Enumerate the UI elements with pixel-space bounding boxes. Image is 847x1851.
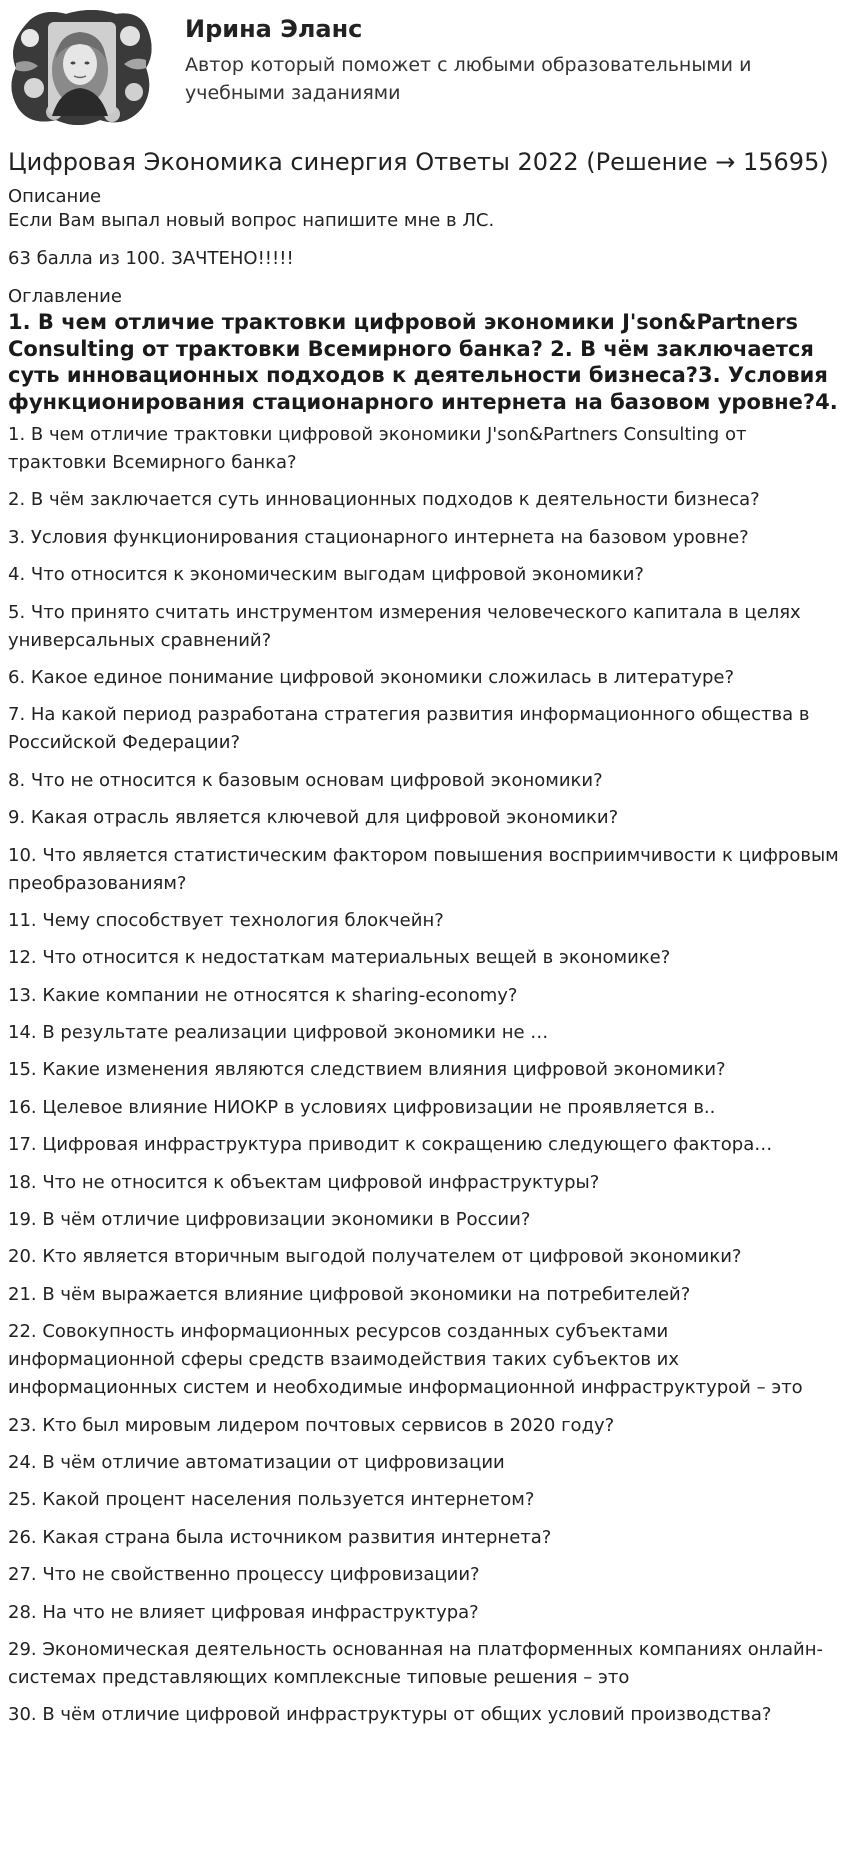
question-item: 26. Какая страна была источником развития интернета? (8, 1526, 552, 1548)
question-item: 8. Что не относится к базовым основам цифровой экономики? (8, 769, 603, 791)
question-item: 23. Кто был мировым лидером почтовых сервисов в 2020 году? (8, 1414, 615, 1436)
question-item: 4. Что относится к экономическим выгодам цифровой экономики? (8, 564, 644, 586)
question-item: 12. Что относится к недостаткам материальных вещей в экономике? (8, 947, 671, 969)
question-item: 15. Какие изменения являются следствием влияния цифровой экономики? (8, 1059, 726, 1081)
question-item: 19. В чём отличие цифровизации экономики в России? (8, 1209, 531, 1231)
question-item: 27. Что не свойственно процессу цифровизации? (8, 1564, 480, 1586)
author-name[interactable]: Ирина Эланс (185, 15, 363, 43)
question-item: 3. Условия функционирования стационарного интернета на базовом уровне? (8, 526, 749, 548)
question-item: 24. В чём отличие автоматизации от цифровизации (8, 1451, 505, 1473)
author-description: Автор который поможет с любыми образовательными и учебными заданиями (185, 54, 752, 104)
question-item: 6. Какое единое понимание цифровой экономики сложилась в литературе? (8, 666, 735, 688)
page-title: Цифровая Экономика синергия Ответы 2022 (Решение → 15695) (8, 148, 829, 176)
question-item: 13. Какие компании не относятся к sharing-economy? (8, 984, 518, 1006)
question-item: 28. На что не влияет цифровая инфраструктура? (8, 1601, 479, 1623)
question-item: 18. Что не относится к объектам цифровой инфраструктуры? (8, 1171, 600, 1193)
question-item: 21. В чём выражается влияние цифровой экономики на потребителей? (8, 1283, 691, 1305)
description-line: Если Вам выпал новый вопрос напишите мне в ЛС. (8, 210, 495, 231)
question-item: 2. В чём заключается суть инновационных подходов к деятельности бизнеса? (8, 489, 760, 511)
question-item: 10. Что является статистическим фактором повышения восприимчивости к цифровым преобразованиям? (8, 844, 839, 894)
author-avatar[interactable] (8, 8, 153, 126)
question-item: 5. Что принято считать инструментом измерения человеческого капитала в целях универсальных сравнений? (8, 601, 801, 651)
question-item: 20. Кто является вторичным выгодой получателем от цифровой экономики? (8, 1246, 742, 1268)
question-item: 25. Какой процент населения пользуется интернетом? (8, 1489, 535, 1511)
question-item: 17. Цифровая инфраструктура приводит к сокращению следующего фактора… (8, 1134, 773, 1156)
question-item: 29. Экономическая деятельность основанная на платформенных компаниях онлайн-системах представляющих комплексные типовые решения – это (8, 1638, 824, 1688)
description-line: 63 балла из 100. ЗАЧТЕНО!!!!! (8, 248, 294, 269)
author-card (8, 8, 838, 126)
question-item: 22. Совокупность информационных ресурсов созданных субъектами информационной сферы средств взаимодействия таких субъектов их информационных систем и необходимые информационной инфраструктурой – это (8, 1321, 803, 1399)
question-item: 1. В чем отличие трактовки цифровой экономики J'son&Partners Consulting от трактовки Всемирного банка? (8, 424, 747, 473)
description-label: Описание (8, 186, 102, 207)
toc-heading: 1. В чем отличие трактовки цифровой экономики J'son&Partners Consulting от трактовки Всемирного банка? 2. В чём заключается суть инновационных подходов к деятельности бизнеса?3. Условия функционирования стационарного интернета на базовом уровне?4. (8, 310, 838, 414)
question-item: 9. Какая отрасль является ключевой для цифровой экономики? (8, 807, 619, 829)
question-item: 11. Чему способствует технология блокчейн? (8, 909, 444, 931)
toc-label: Оглавление (8, 286, 122, 307)
question-list (8, 421, 840, 1729)
question-item: 30. В чём отличие цифровой инфраструктуры от общих условий производства? (8, 1704, 772, 1726)
question-item: 16. Целевое влияние НИОКР в условиях цифровизации не проявляется в.. (8, 1096, 716, 1118)
work-content (8, 145, 840, 1739)
question-item: 7. На какой период разработана стратегия развития информационного общества в Российской Федерации? (8, 704, 810, 754)
question-item: 14. В результате реализации цифровой экономики не … (8, 1022, 549, 1044)
